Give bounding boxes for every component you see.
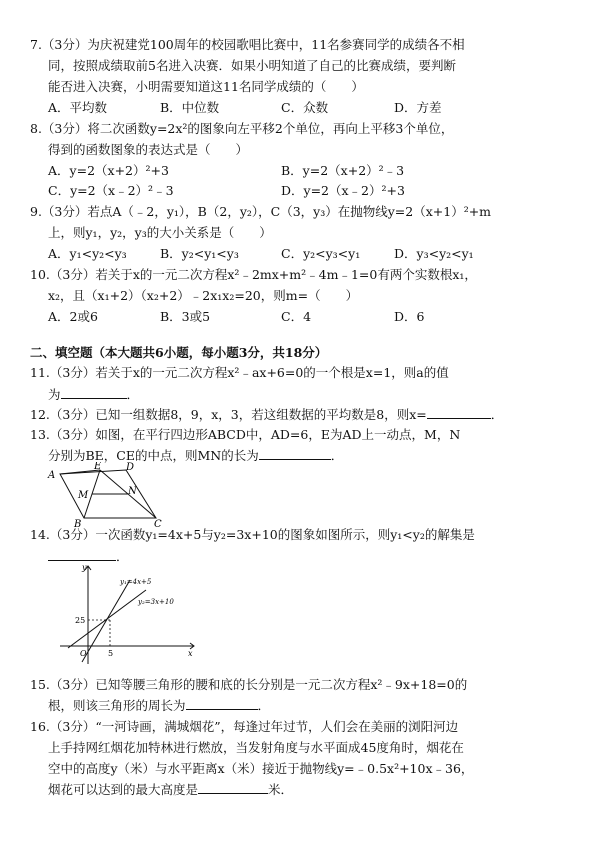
q11-prefix: 为 [48,387,61,402]
q16-answer-blank[interactable] [198,781,268,794]
q8-line-1: 8.（3分）将二次函数y=2x²的图象向左平移2个单位，再向上平移3个单位， [30,121,454,136]
q10-option-c: C．4 [281,309,312,324]
origin-label: O [80,649,87,658]
x-tick-5: 5 [108,649,114,658]
line-y1-label: y₁=4x+5 [120,578,152,586]
label-e: E [94,462,102,472]
q9-option-d: D．y₃<y₂<y₁ [394,246,474,261]
q11-line-2 [48,386,139,404]
q13-answer-blank[interactable] [259,447,331,460]
q10-option-d: D．6 [394,309,425,324]
q13-text: 分别为BE，CE的中点，则MN的长为 [48,448,259,463]
q12-line-1 [30,406,503,424]
q7-line-3: 能否进入决赛，小明需要知道这11名同学成绩的（ ） [48,79,364,94]
q16-line-4 [48,781,293,799]
q8-option-d: D．y=2（x﹣2）²+3 [281,183,405,198]
q9-option-a: A．y₁<y₂<y₃ [48,246,127,261]
q12-text: 12.（3分）已知一组数据8，9，x，3，若这组数据的平均数是8，则x= [30,407,427,422]
q11-line-1: 11.（3分）若关于x的一元二次方程x²﹣ax+6=0的一个根是x=1，则a的值 [30,365,449,380]
q15-suffix: ． [257,698,271,713]
q16-line-1: 16.（3分）“一河诗画，满城烟花”，每逢过年过节，人们会在美丽的浏阳河边 [30,719,459,734]
q13-suffix: ． [330,448,344,463]
q7-option-b: B．中位数 [160,100,220,115]
y-tick-25: 25 [75,616,86,625]
section-2-title: 二、填空题（本大题共6小题，每小题3分，共18分） [30,345,328,360]
q14-suffix: ． [116,549,129,564]
q10-line-1: 10.（3分）若关于x的一元二次方程x²﹣2mx+m²﹣4m﹣1=0有两个实数根x₁， [30,267,477,282]
x-axis-label: x [188,649,193,658]
q9-line-1: 9.（3分）若点A（﹣2，y₁），B（2，y₂），C（3，y₃）在抛物线y=2（x+1）²+m [30,204,492,219]
q9-option-b: B．y₂<y₁<y₃ [160,246,239,261]
q8-option-c: C．y=2（x﹣2）²﹣3 [48,183,174,198]
q9-line-2: 上，则y₁，y₂，y₃的大小关系是（ ） [48,225,272,240]
q16-suffix: 米． [268,782,294,797]
q10-option-b: B．3或5 [160,309,211,324]
q8-line-2: 得到的函数图象的表达式是（ ） [48,142,249,157]
q7-line-1: 7.（3分）为庆祝建党100周年的校园歌唱比赛中，11名参赛同学的成绩各不相 [30,37,465,52]
q15-text: 根，则该三角形的周长为 [48,698,186,713]
q14-function-graph [58,560,198,670]
q13-parallelogram-figure [44,462,174,528]
label-a: A [48,470,56,481]
q7-option-a: A．平均数 [48,100,108,115]
q8-option-b: B．y=2（x+2）²﹣3 [281,163,405,178]
q7-option-d: D．方差 [394,100,442,115]
line-y1 [82,580,130,662]
label-d: D [126,462,135,473]
q15-line-1: 15.（3分）已知等腰三角形的腰和底的长分别是一元二次方程x²﹣9x+18=0的 [30,677,468,692]
q9-option-c: C．y₂<y₃<y₁ [281,246,361,261]
q11-answer-blank[interactable] [61,386,127,399]
label-b: B [74,519,82,528]
q16-line-2: 上手持网红烟花加特林进行燃放，当发射角度与水平面成45度角时，烟花在 [48,740,464,755]
q10-line-2: x₂，且（x₁+2）（x₂+2）﹣2x₁x₂=20，则m=（ ） [48,288,359,303]
label-n: N [128,486,137,497]
line-y2-label: y₂=3x+10 [138,598,174,606]
q12-suffix: ． [490,407,504,422]
q12-answer-blank[interactable] [427,406,491,419]
q13-line-1: 13.（3分）如图，在平行四边形ABCD中，AD=6，E为AD上一动点，M，N [30,427,461,442]
q7-option-c: C．众数 [281,100,329,115]
q16-line-3: 空中的高度y（米）与水平距离x（米）接近于抛物线y=﹣0.5x²+10x﹣36， [48,761,474,776]
label-m: M [78,490,89,501]
y-axis-label: y [82,563,87,572]
q14-line-1: 14.（3分）一次函数y₁=4x+5与y₂=3x+10的图象如图所示，则y₁<y₂的解集是 [30,527,475,542]
q15-answer-blank[interactable] [186,697,258,710]
q16-text: 烟花可以达到的最大高度是 [48,782,199,797]
q7-line-2: 同，按照成绩取前5名进入决赛．如果小明知道了自己的比赛成绩，要判断 [48,58,456,73]
q15-line-2 [48,697,270,715]
label-c: C [154,519,162,528]
q8-option-a: A．y=2（x+2）²+3 [48,163,169,178]
q11-suffix: ． [126,387,140,402]
q10-option-a: A．2或6 [48,309,98,324]
